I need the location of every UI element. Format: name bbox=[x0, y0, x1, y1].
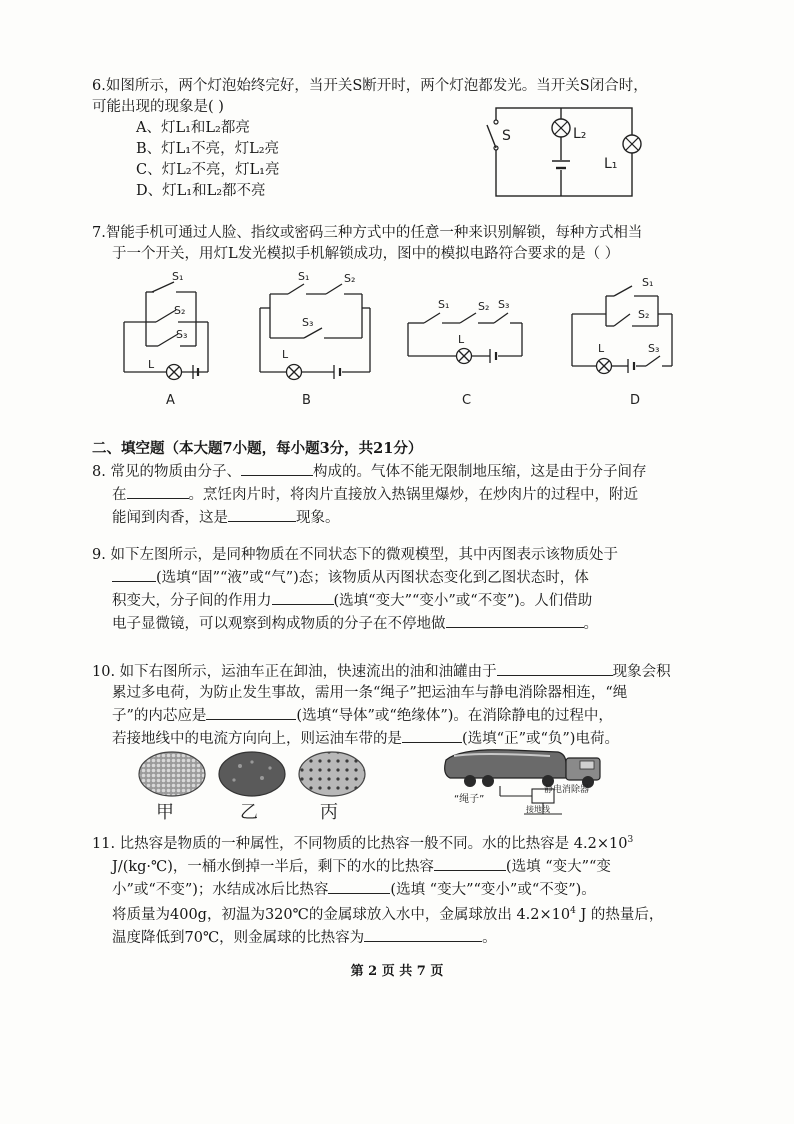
q9-blank-1[interactable] bbox=[112, 566, 156, 582]
q6-battery bbox=[550, 160, 572, 170]
model-liquid-yi bbox=[219, 752, 285, 796]
q7a-label-s3: S₃ bbox=[176, 328, 188, 341]
q9-blank-2[interactable] bbox=[272, 589, 334, 605]
q7a-label-s1: S₁ bbox=[172, 270, 184, 283]
q11-blank-3[interactable] bbox=[364, 926, 482, 942]
q7-circuit-a bbox=[116, 268, 226, 410]
q8-text-3b: 现象。 bbox=[296, 510, 340, 526]
question-7 bbox=[92, 223, 642, 265]
q7-choice-c: C bbox=[462, 393, 472, 408]
q7d-label-s1: S₁ bbox=[642, 276, 654, 289]
q11-exponent-4: 4 bbox=[570, 906, 576, 916]
label-rope: “绳子” bbox=[454, 794, 485, 805]
q10-blank-2[interactable] bbox=[206, 704, 296, 720]
page-footer: 第 2 页 共 7 页 bbox=[350, 964, 444, 979]
q8-line3 bbox=[92, 506, 646, 529]
q9-text-3b: (选填“变大”“变小”或“不变”)。人们借助 bbox=[333, 593, 593, 609]
model-solid-jia bbox=[139, 752, 205, 796]
q8-text-1a: 8. 常见的物质由分子、 bbox=[92, 464, 241, 480]
q10-text-3b: (选填“导体”或“绝缘体”)。在消除静电的过程中， bbox=[296, 708, 613, 724]
q9-line1: 9. 如下左图所示，是同种物质在不同状态下的微观模型，其中丙图表示该物质处于 bbox=[92, 547, 618, 563]
q11-line4 bbox=[92, 901, 663, 926]
q9-text-2b: (选填“固”“液”或“气”)态；该物质从丙图状态变化到乙图状态时，体 bbox=[156, 570, 589, 586]
q6-label-l1: L₁ bbox=[604, 156, 618, 172]
q7c-label-s1: S₁ bbox=[438, 298, 450, 311]
question-9 bbox=[92, 545, 618, 635]
q7a-label-l: L bbox=[148, 358, 155, 371]
section-heading-fill-in: 二、填空题（本大题7小题，每小题3分，共21分） bbox=[92, 440, 423, 457]
q11-text-3b: (选填 “变大”“变小”或“不变”)。 bbox=[390, 882, 596, 898]
molecular-models-figure bbox=[136, 748, 368, 822]
model-label-yi: 乙 bbox=[240, 802, 258, 822]
q7c-label-s2: S₂ bbox=[478, 300, 490, 313]
q7-circuit-d bbox=[566, 268, 686, 410]
q9-text-3a: 积变大，分子间的作用力 bbox=[112, 593, 272, 609]
q6-option-b: B、灯L₁不亮，灯L₂亮 bbox=[136, 141, 280, 157]
q7d-label-l: L bbox=[598, 342, 605, 355]
q7-choice-b: B bbox=[302, 393, 311, 408]
oil-truck bbox=[445, 750, 600, 788]
model-gas-bing bbox=[299, 752, 365, 796]
q6-stem-line2: 可能出现的现象是( ) bbox=[92, 99, 224, 115]
q6-stem-line1: 6.如图所示，两个灯泡始终完好，当开关S断开时，两个灯泡都发光。当开关S闭合时， bbox=[92, 78, 648, 94]
q9-line2 bbox=[92, 566, 618, 589]
q11-line5 bbox=[92, 926, 663, 949]
model-label-jia: 甲 bbox=[156, 802, 174, 822]
q9-line4 bbox=[92, 612, 618, 635]
q7c-label-l: L bbox=[458, 333, 465, 346]
q11-text-3a: 小”或“不变”)；水结成冰后比热容 bbox=[112, 882, 329, 898]
q11-blank-1[interactable] bbox=[434, 855, 506, 871]
q6-option-c: C、灯L₂不亮，灯L₁亮 bbox=[136, 162, 280, 178]
q6-lamp-l2 bbox=[552, 119, 570, 137]
q11-text-5b: 。 bbox=[482, 930, 497, 946]
q8-text-2b: 。烹饪肉片时，将肉片直接放入热锅里爆炒，在炒肉片的过程中，附近 bbox=[188, 487, 638, 503]
q11-exponent-3: 3 bbox=[627, 835, 634, 845]
q6-lamp-l1 bbox=[623, 135, 641, 153]
q11-text-1: 11. 比热容是物质的一种属性，不同物质的比热容一般不同。水的比热容是 4.2×10 bbox=[92, 836, 628, 852]
q10-text-3a: 子”的内芯应是 bbox=[112, 708, 207, 724]
q7-circuit-c bbox=[402, 268, 532, 410]
q7-choice-d: D bbox=[630, 393, 641, 408]
q10-text-1b: 现象会积 bbox=[612, 664, 671, 680]
q10-blank-3[interactable] bbox=[402, 727, 462, 743]
q8-line2 bbox=[92, 483, 646, 506]
q10-line2: 累过多电荷，为防止发生事故，需用一条“绳子”把运油车与静电消除器相连，“绳 bbox=[112, 685, 628, 701]
q8-blank-2[interactable] bbox=[127, 483, 189, 499]
q7-circuit-b bbox=[252, 268, 382, 410]
q11-text-2b: (选填 “变大”“变 bbox=[505, 859, 611, 875]
question-10 bbox=[92, 660, 671, 750]
q11-line2 bbox=[92, 855, 663, 878]
q7b-label-l: L bbox=[282, 348, 289, 361]
q7b-label-s2: S₂ bbox=[344, 272, 356, 285]
q9-line3 bbox=[92, 589, 618, 612]
model-label-bing: 丙 bbox=[320, 802, 338, 822]
q6-option-d: D、灯L₁和L₂都不亮 bbox=[136, 183, 266, 199]
question-11 bbox=[92, 830, 663, 949]
q10-text-4b: (选填“正”或“负”)电荷。 bbox=[462, 731, 619, 747]
q8-blank-1[interactable] bbox=[241, 460, 313, 476]
q7-stem-line2: 于一个开关，用灯L发光模拟手机解锁成功，图中的模拟电路符合要求的是（ ） bbox=[112, 246, 620, 262]
q7-choice-a: A bbox=[166, 393, 175, 408]
q10-text-4a: 若接地线中的电流方向向上，则运油车带的是 bbox=[112, 731, 402, 747]
q10-line1 bbox=[92, 660, 671, 683]
q6-label-l2: L₂ bbox=[573, 126, 587, 142]
q6-label-s: S bbox=[502, 128, 511, 144]
q6-circuit-diagram bbox=[478, 100, 648, 210]
q10-line3 bbox=[92, 704, 671, 727]
question-8 bbox=[92, 460, 646, 529]
q11-text-2a: J/(kg·℃)，一桶水倒掉一半后，剩下的水的比热容 bbox=[112, 859, 434, 875]
label-static-eliminator: 静电消除器 bbox=[544, 785, 590, 795]
q7d-label-s3: S₃ bbox=[648, 342, 660, 355]
q11-text-5a: 温度降低到70℃，则金属球的比热容为 bbox=[112, 930, 365, 946]
q7b-label-s3: S₃ bbox=[302, 316, 314, 329]
q11-line1 bbox=[92, 830, 663, 855]
q9-text-4a: 电子显微镜，可以观察到构成物质的分子在不停地做 bbox=[112, 616, 446, 632]
q7d-label-s2: S₂ bbox=[638, 308, 650, 321]
q8-text-3a: 能闻到肉香，这是 bbox=[112, 510, 228, 526]
q6-option-a: A、灯L₁和L₂都亮 bbox=[136, 120, 250, 136]
q11-text-4a: 将质量为400g，初温为320℃的金属球放入水中，金属球放出 4.2×10 bbox=[112, 907, 571, 923]
q8-blank-3[interactable] bbox=[228, 506, 296, 522]
q11-text-4b: J 的热量后， bbox=[575, 907, 664, 923]
label-ground-wire: 接地线 bbox=[526, 805, 550, 814]
q11-line3 bbox=[92, 878, 663, 901]
q7b-label-s1: S₁ bbox=[298, 270, 310, 283]
q7c-label-s3: S₃ bbox=[498, 298, 510, 311]
q7-stem-line1: 7.智能手机可通过人脸、指纹或密码三种方式中的任意一种来识别解锁，每种方式相当 bbox=[92, 225, 643, 241]
q11-blank-2[interactable] bbox=[328, 878, 390, 894]
oil-truck-figure bbox=[440, 744, 620, 822]
q9-blank-3[interactable] bbox=[446, 612, 584, 628]
q6-switch-s bbox=[487, 120, 502, 150]
q9-text-4b: 。 bbox=[583, 616, 598, 632]
q10-blank-1[interactable] bbox=[497, 660, 613, 676]
q8-line1 bbox=[92, 460, 646, 483]
q8-text-2a: 在 bbox=[112, 487, 127, 503]
q10-text-1a: 10. 如下右图所示，运油车正在卸油，快速流出的油和油罐由于 bbox=[92, 664, 497, 680]
q8-text-1b: 构成的。气体不能无限制地压缩，这是由于分子间存 bbox=[312, 464, 647, 480]
q7a-label-s2: S₂ bbox=[174, 304, 186, 317]
